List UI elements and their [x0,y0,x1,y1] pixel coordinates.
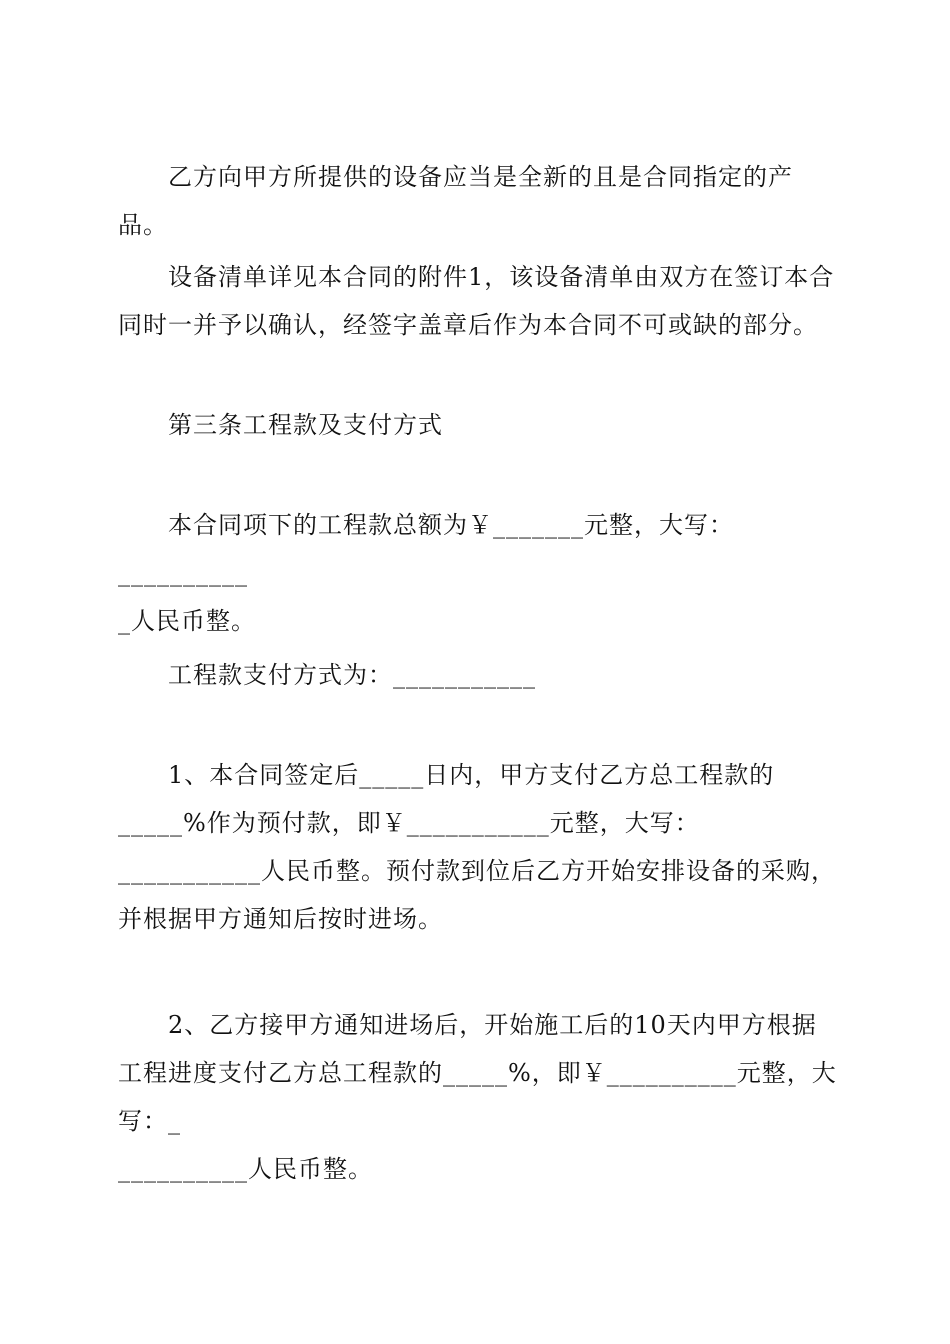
section-heading-article-3: 第三条工程款及支付方式 [168,411,443,439]
paragraph-total-amount: 本合同项下的工程款总额为￥_______元整，大写：__________ _人民币整。 [118,511,734,635]
paragraph-equipment-list: 设备清单详见本合同的附件1，该设备清单由双方在签订本合同时一并予以确认，经签字盖章后作为本合同不可或缺的部分。 [118,263,835,339]
paragraph-payment-item-2: 2、乙方接甲方通知进场后，开始施工后的10天内甲方根据工程进度支付乙方总工程款的_____%，即￥__________元整，大写：_ __________人民币整。 [118,1011,837,1183]
paragraph-payment-method: 工程款支付方式为：___________ [168,661,536,689]
paragraph-payment-item-1: 1、本合同签定后_____日内，甲方支付乙方总工程款的_____%作为预付款，即￥___________元整，大写：___________人民币整。预付款到位后乙方开始安排设备的采购，并根据甲方通知后按时进场。 [118,761,836,933]
paragraph-equipment-new: 乙方向甲方所提供的设备应当是全新的且是合同指定的产品。 [118,163,793,239]
